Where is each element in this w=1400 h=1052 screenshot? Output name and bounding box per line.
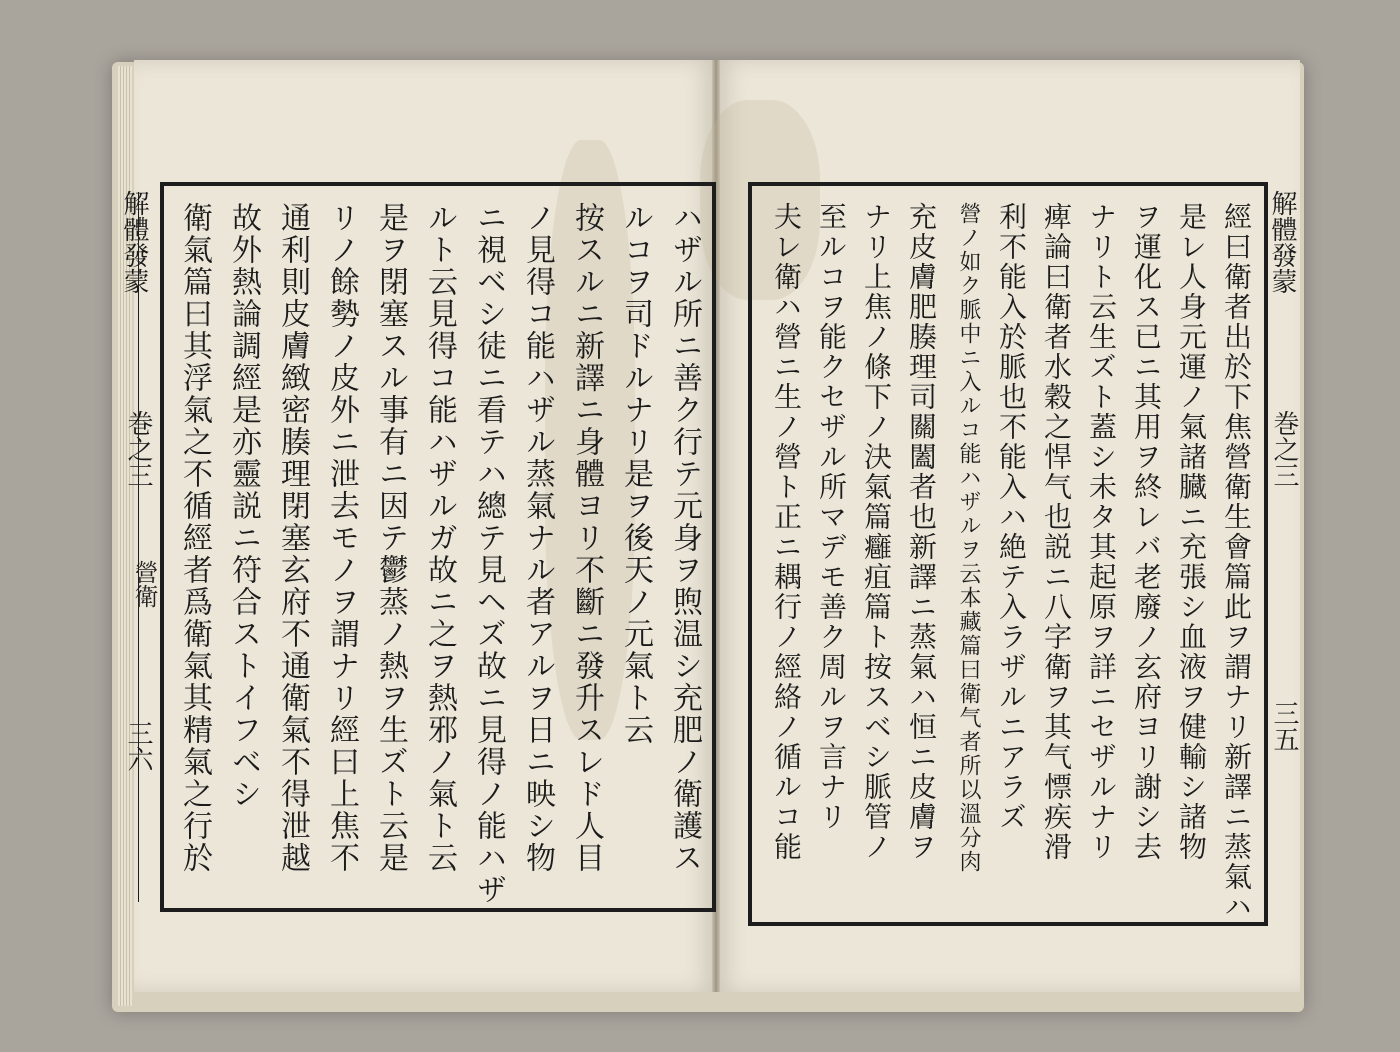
text-column: 至ルコヲ能クセザル所マデモ善ク周ルヲ言ナリ [815,202,848,832]
text-column: 故外熱論調經是亦靈説ニ符合ストイフベシ [226,202,261,810]
text-column: ルコヲ司ドルナリ是ヲ後天ノ元氣ト云 [618,202,653,746]
text-column: ナリ上焦ノ條下ノ決氣篇癰疽篇ト按スベシ脈管ノ [860,202,893,862]
text-column: 營ノ如ク脈中ニ入ルコ能ハザルヲ云本藏篇曰衛气者所以溫分肉 [956,202,981,874]
left-margin-volume: 巻之三 [123,410,153,488]
text-column: 痺論曰衛者水穀之悍气也説ニ八字衛ヲ其气慓疾滑 [1040,202,1073,862]
text-column: ルト云見得コ能ハザルガ故ニ之ヲ熱邪ノ氣ト云 [422,202,457,874]
text-column: 是レ人身元運ノ氣諸臓ニ充張シ血液ヲ健輸シ諸物 [1175,202,1208,862]
text-column: ノ見得コ能ハザル蒸氣ナル者アルヲ日ニ映シ物 [520,202,555,874]
text-column: ニ視ベシ徒ニ看テハ總テ見ヘズ故ニ見得ノ能ハザ [471,202,506,906]
left-margin-section: 營衛 [130,560,158,608]
text-column: 衛氣篇曰其浮氣之不循經者爲衛氣其精氣之行於 [177,202,212,874]
left-folio-number: 三六 [123,720,153,772]
left-text-frame [160,182,716,912]
text-column: 按スルニ新譯ニ身體ヨリ不斷ニ發升スレド人目 [569,202,604,874]
text-column: 經曰衛者出於下焦營衛生會篇此ヲ謂ナリ新譯ニ蒸氣ハ [1220,202,1253,922]
right-margin-title: 解體發蒙 [1267,190,1297,294]
text-column: ヲ運化ス已ニ其用ヲ終レバ老廢ノ玄府ヨリ謝シ去 [1130,202,1163,862]
column-divider [138,192,139,902]
right-margin-volume: 巻之三 [1269,410,1299,488]
text-column: 通利則皮膚緻密腠理閉塞玄府不通衛氣不得泄越 [275,202,310,874]
text-column: 利不能入於脈也不能入ハ絶テ入ラザルニアラズ [995,202,1028,832]
text-column: リノ餘勢ノ皮外ニ泄去モノヲ謂ナリ經曰上焦不 [324,202,359,874]
right-folio-number: 三五 [1269,700,1299,752]
text-column: 是ヲ閉塞スル事有ニ因テ鬱蒸ノ熱ヲ生ズト云是 [373,202,408,874]
left-margin-title: 解體發蒙 [119,190,149,294]
text-column: ハザル所ニ善ク行テ元身ヲ煦温シ充肥ノ衛護ス [667,202,702,874]
text-column: ナリト云生ズト蓋シ未タ其起原ヲ詳ニセザルナリ [1085,202,1118,862]
text-column: 充皮膚肥腠理司關闔者也新譯ニ蒸氣ハ恒ニ皮膚ヲ [905,202,938,862]
right-text-frame [748,182,1268,926]
text-column: 夫レ衛ハ營ニ生ノ營ト正ニ耦行ノ經絡ノ循ルコ能 [770,202,803,862]
